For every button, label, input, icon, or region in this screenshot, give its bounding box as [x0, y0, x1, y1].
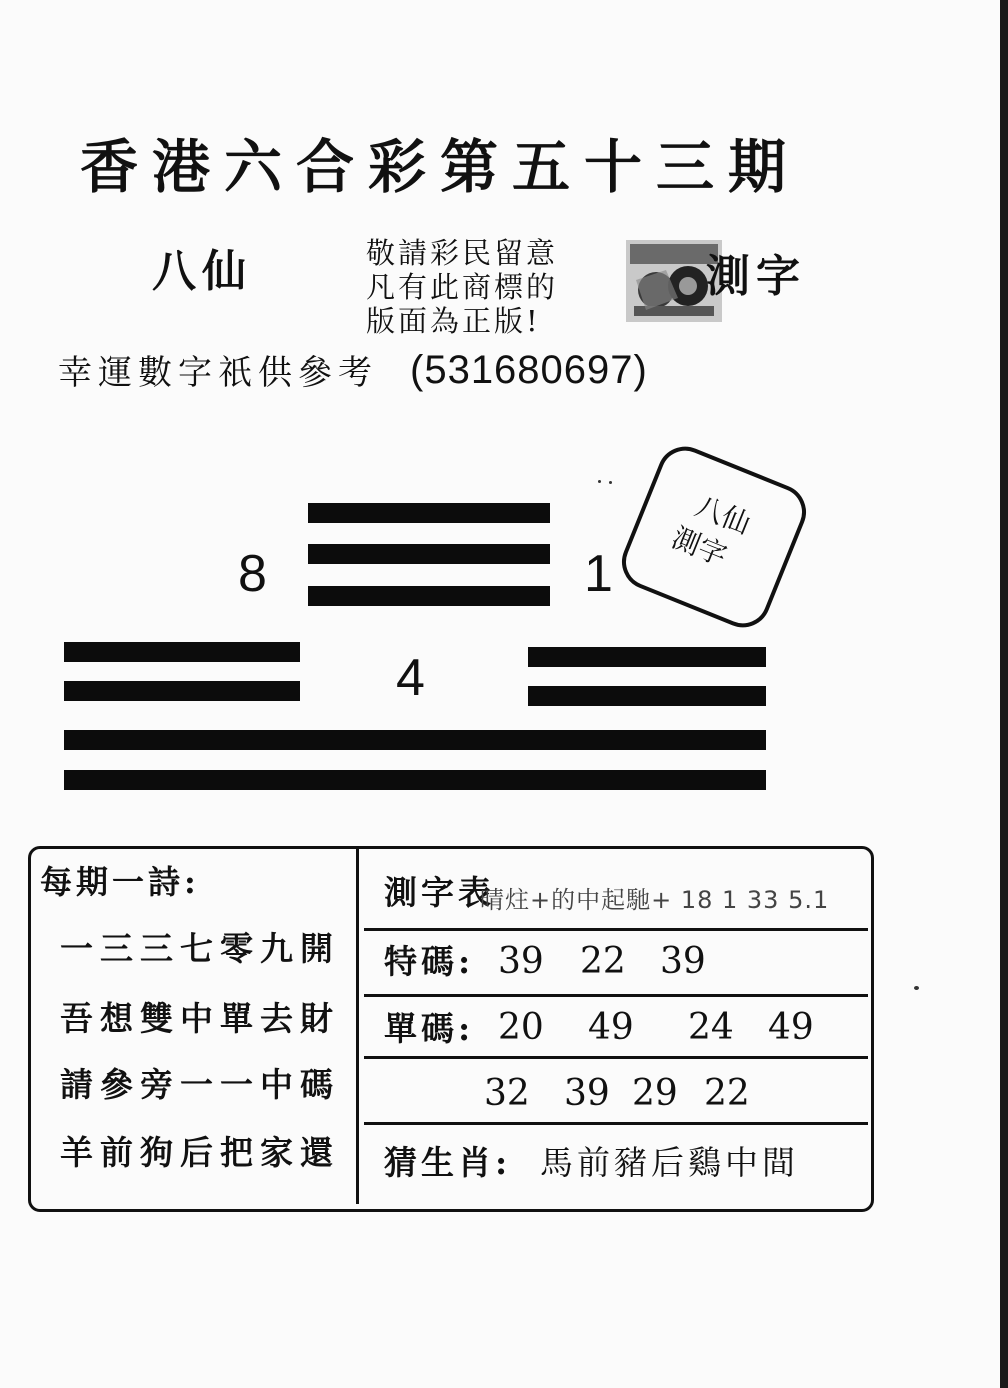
trigram-line [308, 586, 550, 606]
special-number: 39 [660, 941, 706, 982]
trigram-line [528, 686, 766, 706]
table-divider [364, 928, 868, 931]
trigram-line [64, 681, 300, 701]
single-number-label: 單碼: [384, 1009, 475, 1048]
trigram-line [64, 770, 766, 790]
notice-line: 凡有此商標的 [366, 270, 559, 304]
authenticity-notice [366, 236, 616, 338]
poem-line: 一三三七零九開 [60, 929, 340, 968]
special-number: 39 [498, 941, 544, 982]
brand-name: 八仙 [152, 246, 252, 297]
single-number: 49 [768, 1007, 814, 1048]
single-number: 20 [498, 1007, 544, 1048]
table-divider [364, 994, 868, 997]
single-number: 24 [688, 1007, 734, 1048]
number-center: 4 [396, 649, 425, 707]
single-number: 29 [632, 1073, 678, 1114]
poem-line: 吾想雙中單去財 [60, 999, 340, 1038]
single-number: 39 [564, 1073, 610, 1114]
table-divider [364, 1122, 868, 1125]
page-title: 香港六合彩第五十三期 [80, 133, 801, 201]
table-divider [356, 848, 359, 1204]
trigram-line [64, 730, 766, 750]
lucky-numbers-label: 幸運數字祇供參考 [58, 353, 378, 393]
single-number: 49 [588, 1007, 634, 1048]
special-number-label: 特碼: [384, 942, 475, 981]
table-divider [364, 1056, 868, 1059]
special-number: 22 [580, 941, 626, 982]
trigram-line [308, 544, 550, 564]
trigram-line [528, 647, 766, 667]
speck [598, 480, 601, 483]
brand-stamp [614, 438, 815, 636]
single-number: 32 [484, 1073, 530, 1114]
scan-edge [1000, 0, 1008, 1388]
poem-title: 每期一詩: [40, 863, 200, 901]
speck [914, 986, 919, 990]
poem-line: 請參旁一一中碼 [60, 1065, 340, 1104]
trigram-line [308, 503, 550, 523]
brand-suffix: 測字 [706, 251, 806, 302]
poem-line: 羊前狗后把家還 [60, 1133, 340, 1172]
stamp-line: 八仙 [690, 489, 755, 542]
number-right: 1 [584, 545, 613, 603]
zodiac-label: 猜生肖: [384, 1143, 512, 1182]
cezi-table-label: 測字表 [384, 873, 495, 912]
trigram-line [64, 642, 300, 662]
number-left: 8 [238, 545, 267, 603]
single-number: 22 [704, 1073, 750, 1114]
lucky-numbers-value: (531680697) [410, 348, 648, 392]
stamp-line: 測字 [667, 520, 732, 573]
overprint-text: 晴炷+的中起馳+ 18 1 33 5.1 [480, 886, 830, 914]
notice-line: 敬請彩民留意 [366, 236, 559, 270]
notice-line: 版面為正版! [366, 304, 541, 338]
speck [609, 481, 612, 484]
zodiac-value: 馬前豬后鷄中間 [540, 1143, 799, 1182]
